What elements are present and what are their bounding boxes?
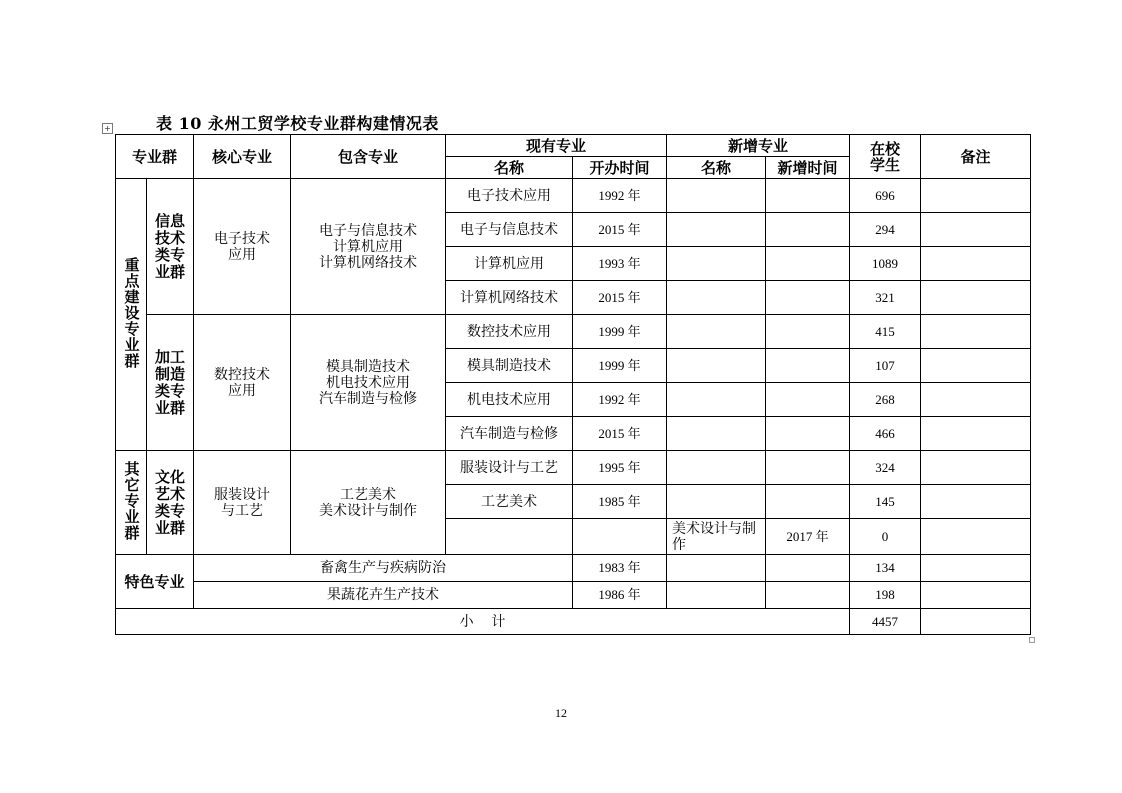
row-new-name: [667, 213, 766, 247]
row-start: 1992 年: [573, 383, 667, 417]
row-name: 数控技术应用: [446, 315, 573, 349]
row-notes: [921, 281, 1031, 315]
it-core: 电子技术 应用: [194, 179, 291, 315]
row-students: 107: [850, 349, 921, 383]
row-notes: [921, 485, 1031, 519]
row-new-time: [766, 315, 850, 349]
header-row-1: [116, 135, 1031, 157]
row-name: 电子技术应用: [446, 179, 573, 213]
row-name: [446, 519, 573, 555]
row-new-time: [766, 179, 850, 213]
row-students: 321: [850, 281, 921, 315]
subtotal-students: 4457: [850, 609, 921, 635]
row-students: 0: [850, 519, 921, 555]
art-group-label: 文化艺术类专业群: [147, 451, 194, 555]
row-notes: [921, 383, 1031, 417]
row-students: 696: [850, 179, 921, 213]
row-notes: [921, 349, 1031, 383]
table-row: [116, 315, 1031, 349]
row-new-name: [667, 281, 766, 315]
row-new-name: [667, 451, 766, 485]
row-new-time: [766, 281, 850, 315]
mfg-included: 模具制造技术 机电技术应用 汽车制造与检修: [291, 315, 446, 451]
row-name: 服装设计与工艺: [446, 451, 573, 485]
row-students: 145: [850, 485, 921, 519]
row-new-time: 2017 年: [766, 519, 850, 555]
row-students: 324: [850, 451, 921, 485]
special-label: 特色专业: [116, 555, 194, 609]
row-start: 1985 年: [573, 485, 667, 519]
subtotal-notes: [921, 609, 1031, 635]
table-row: [116, 179, 1031, 213]
row-notes: [921, 582, 1031, 609]
row-name: 模具制造技术: [446, 349, 573, 383]
it-group-label: 信息技术类专业群: [147, 179, 194, 315]
row-new-name: [667, 383, 766, 417]
row-name: 工艺美术: [446, 485, 573, 519]
row-name: 畜禽生产与疾病防治: [194, 555, 573, 582]
row-notes: [921, 519, 1031, 555]
header-existing: 现有专业: [446, 135, 667, 157]
table-end-marker: [1029, 637, 1035, 643]
row-notes: [921, 555, 1031, 582]
row-start: 2015 年: [573, 213, 667, 247]
row-name: 电子与信息技术: [446, 213, 573, 247]
art-included: 工艺美术 美术设计与制作: [291, 451, 446, 555]
subtotal-row: [116, 609, 1031, 635]
row-new-name: [667, 485, 766, 519]
header-group: 专业群: [116, 135, 194, 179]
row-students: 466: [850, 417, 921, 451]
row-name: 机电技术应用: [446, 383, 573, 417]
row-notes: [921, 417, 1031, 451]
table-move-handle-icon[interactable]: +: [102, 123, 113, 134]
row-name: 果蔬花卉生产技术: [194, 582, 573, 609]
row-name: 计算机应用: [446, 247, 573, 281]
row-start: 1999 年: [573, 349, 667, 383]
row-students: 1089: [850, 247, 921, 281]
row-students: 198: [850, 582, 921, 609]
table-row: [116, 582, 1031, 609]
row-start: 1992 年: [573, 179, 667, 213]
table-title: 表 10 永州工贸学校专业群构建情况表: [156, 114, 439, 133]
table-row: [116, 555, 1031, 582]
row-new-name: [667, 417, 766, 451]
row-new-time: [766, 383, 850, 417]
row-new-name: [667, 315, 766, 349]
row-notes: [921, 179, 1031, 213]
row-start: [573, 519, 667, 555]
mfg-group-label: 加工制造类专业群: [147, 315, 194, 451]
row-students: 268: [850, 383, 921, 417]
row-notes: [921, 451, 1031, 485]
header-core: 核心专业: [194, 135, 291, 179]
row-new-time: [766, 213, 850, 247]
header-existing-name: 名称: [446, 157, 573, 179]
row-name: 汽车制造与检修: [446, 417, 573, 451]
row-name: 计算机网络技术: [446, 281, 573, 315]
row-start: 1999 年: [573, 315, 667, 349]
mfg-core: 数控技术 应用: [194, 315, 291, 451]
row-start: 1995 年: [573, 451, 667, 485]
row-new-time: [766, 451, 850, 485]
row-start: 1986 年: [573, 582, 667, 609]
row-new-time: [766, 485, 850, 519]
row-start: 2015 年: [573, 281, 667, 315]
page-number: 12: [555, 706, 567, 720]
row-new-name: [667, 349, 766, 383]
it-included: 电子与信息技术 计算机应用 计算机网络技术: [291, 179, 446, 315]
row-notes: [921, 247, 1031, 281]
key-group-label: 重点建设专业群: [116, 179, 147, 451]
row-new-time: [766, 582, 850, 609]
row-students: 294: [850, 213, 921, 247]
row-new-name: [667, 582, 766, 609]
row-new-time: [766, 555, 850, 582]
row-notes: [921, 315, 1031, 349]
row-start: 1983 年: [573, 555, 667, 582]
row-new-name: 美术设计与制作: [667, 519, 766, 555]
row-start: 2015 年: [573, 417, 667, 451]
row-new-time: [766, 247, 850, 281]
row-new-name: [667, 179, 766, 213]
row-new-name: [667, 555, 766, 582]
art-core: 服装设计 与工艺: [194, 451, 291, 555]
table-row: [116, 451, 1031, 485]
row-students: 134: [850, 555, 921, 582]
row-new-time: [766, 417, 850, 451]
row-new-time: [766, 349, 850, 383]
header-new-time: 新增时间: [766, 157, 850, 179]
row-students: 415: [850, 315, 921, 349]
header-included: 包含专业: [291, 135, 446, 179]
row-notes: [921, 213, 1031, 247]
row-new-name: [667, 247, 766, 281]
header-students: 在校 学生: [850, 135, 921, 179]
header-notes: 备注: [921, 135, 1031, 179]
subtotal-label: 小 计: [116, 609, 850, 635]
specialty-group-table: [115, 134, 1031, 635]
row-start: 1993 年: [573, 247, 667, 281]
header-new: 新增专业: [667, 135, 850, 157]
other-group-label: 其它专业群: [116, 451, 147, 555]
header-existing-time: 开办时间: [573, 157, 667, 179]
header-new-name: 名称: [667, 157, 766, 179]
